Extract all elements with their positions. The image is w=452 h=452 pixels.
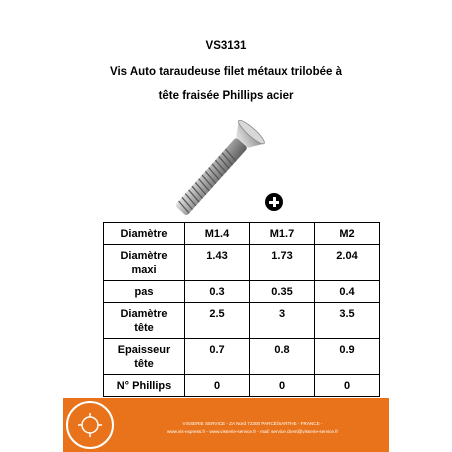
table-row [104,281,380,303]
row-label [104,303,185,339]
table-row [104,339,380,375]
product-title-line1: Vis Auto taraudeuse filet métaux trilobée à [110,66,342,78]
product-title-line2: tête fraisée Phillips acier [158,90,294,102]
table-row [104,375,380,397]
row-label-line1: pas [134,286,154,298]
row-label [104,375,185,397]
table-cell: 1.43 [185,245,250,281]
row-label [104,281,185,303]
table-cell: 0.8 [250,339,315,375]
table-cell: 0 [315,375,380,397]
table-cell: 0.9 [315,339,380,375]
row-label-line2: maxi [131,264,157,276]
table-header-row [104,223,380,245]
table-cell: 0 [185,375,250,397]
table-cell: 0.35 [250,281,315,303]
table-cell: 0.4 [315,281,380,303]
row-label-line2: tête [134,322,154,334]
visserie-service-logo [66,401,114,449]
table-cell: 0.3 [185,281,250,303]
table-cell: 0.7 [185,339,250,375]
row-label-line1: Diamètre [120,250,168,262]
table-row [104,303,380,339]
spec-table [103,222,380,397]
table-cell: 0 [250,375,315,397]
row-label-line1: Diamètre [120,308,168,320]
table-cell: 1.73 [250,245,315,281]
header-m14: M1.4 [185,223,250,245]
phillips-plus-icon [265,193,283,211]
product-code: VS3131 [205,40,247,52]
row-label-line2: tête [134,358,154,370]
footer-contact: www.vis-express.fr - www.visserie-service.fr - mail: service.client@visserie-service.fr [166,429,339,434]
header-m17: M1.7 [250,223,315,245]
row-label [104,339,185,375]
row-label-line1: N° Phillips [116,380,172,392]
table-row [104,245,380,281]
row-label [104,245,185,281]
header-m2: M2 [315,223,380,245]
table-cell: 2.5 [185,303,250,339]
table-cell: 3 [250,303,315,339]
footer-address: VISSERIE SERVICE - ZA Nord 72300 PARCÉ/SARTHE - FRANCE - [182,421,323,426]
row-label-line1: Epaisseur [117,344,171,356]
header-label: Diamètre [104,223,185,245]
table-cell: 3.5 [315,303,380,339]
table-cell: 2.04 [315,245,380,281]
